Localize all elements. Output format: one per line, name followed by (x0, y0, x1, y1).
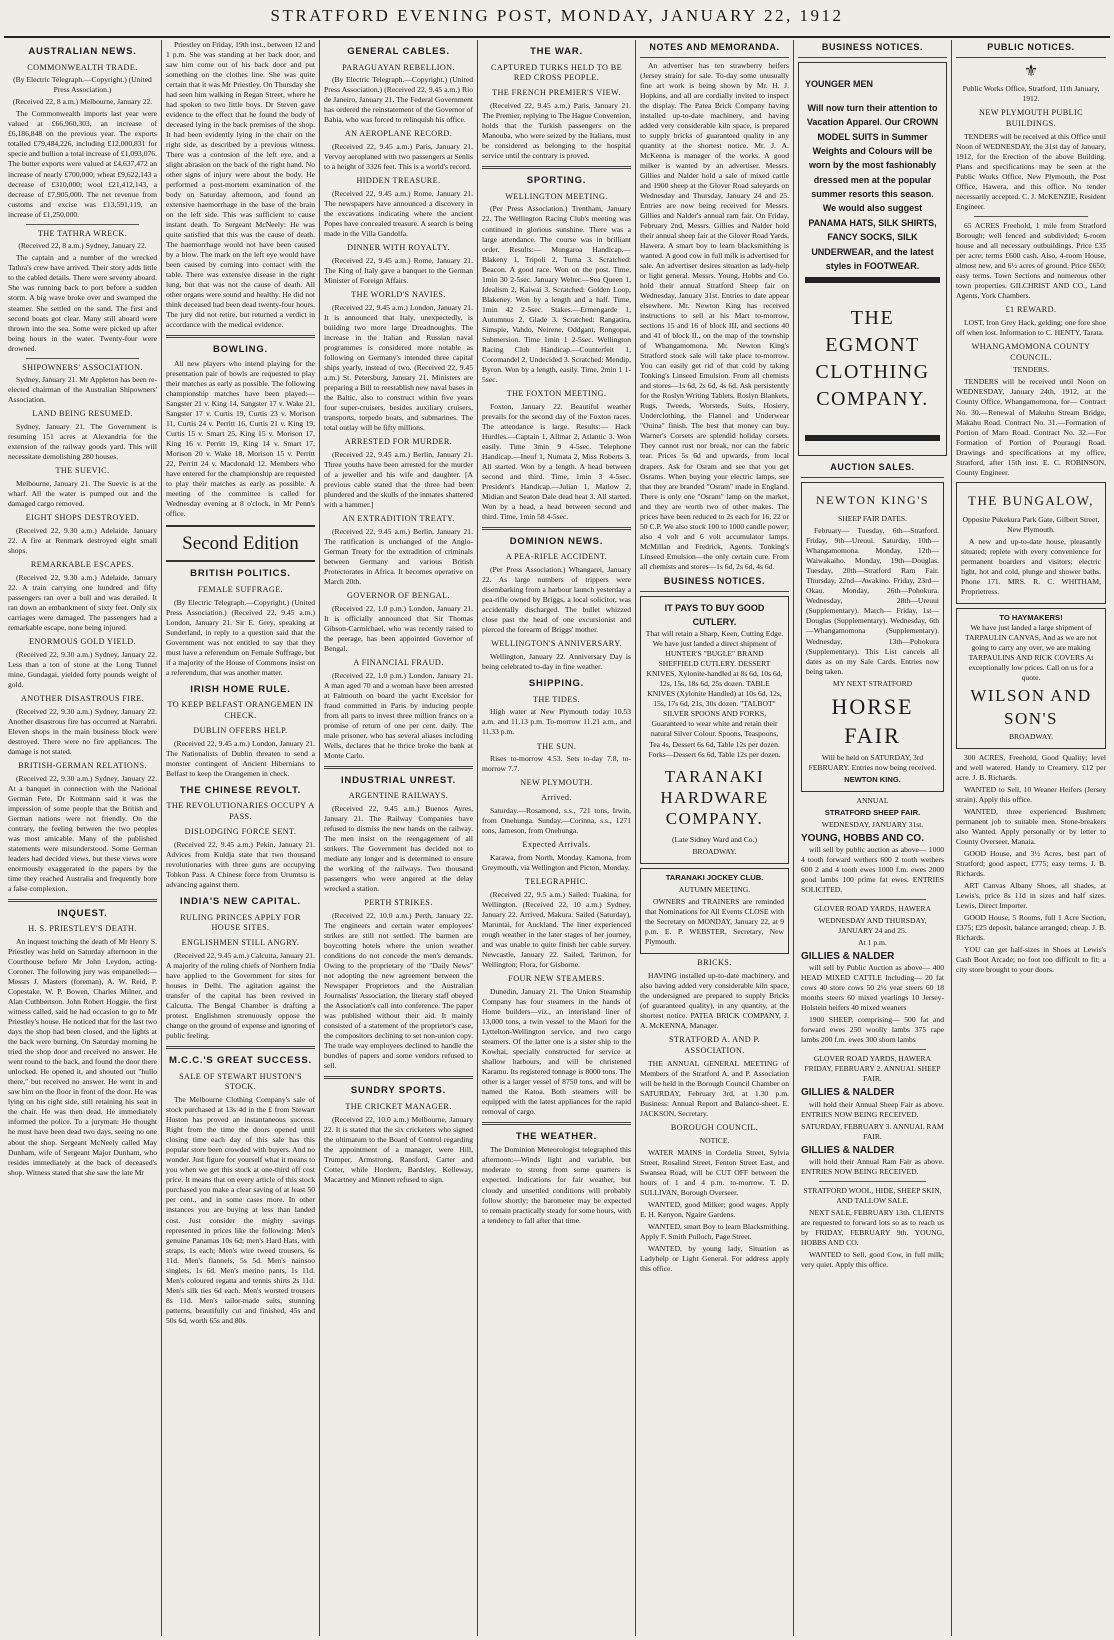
eight-shops-article: (Received 22, 9.30 a.m.) Adelaide, January 22. A fire at Renmark destroyed eight small shops. (8, 526, 157, 556)
tides-article: High water at New Plymouth today 10.53 a.m. and 11.13 p.m. To-morrow 11.21 a.m., and 11.33 p.m. (482, 707, 631, 737)
mcc-heading: M.C.C.'S GREAT SUCCESS. (169, 1055, 312, 1067)
newton-king-title: NEWTON KING'S (815, 493, 930, 508)
divider (482, 1122, 631, 1125)
column-5 (636, 40, 794, 1636)
murder-heading: ARRESTED FOR MURDER. (344, 437, 453, 447)
sporting-heading: SPORTING. (526, 175, 587, 187)
divider (324, 1076, 473, 1079)
weather-article: The Dominion Meteorologist telegraphed this afternoon:—Winds light and variable, but moderate to strong from some quarters is expected. Indications for fair weather, but cloudy and unsettled conditions will probably follow shortly; the barometer may be expected to remain practically steady for some hours, with a tendency to fall after that time. (482, 1145, 631, 1225)
aeroplane-heading: AN AEROPLANE RECORD. (344, 129, 453, 139)
war-subheading: CAPTURED TURKS HELD TO BE RED CROSS PEOPLE. (490, 62, 622, 83)
trade-article: The Commonwealth imports last year were valued at £66,960,303, an increase of £6,186,848 on the previous year. The exports totalled £79,484,226, including £12,000,831 for specie and bullion a total increase of £1,093,076. The butter exports were valued at £4,637,472 an increase of nearly £700,000; wheat £9,622,143 a decrease of £310,000; wool £21,412,143, a decrease of £7,905,000. The net revenue from customs and excise was £13,591,119, an increase of £1,250,000. (8, 109, 157, 219)
tathra-heading: THE TATHRA WRECK. (37, 228, 128, 238)
gillies-nalder-text: will sell by Public Auction as above— 400 HEAD MIXED CATTLE Including— 20 fat cows 40 store cows 50 2½ year steers 60 18 months steers 60 mixed yearlings 10 Jersey-Holstein heifers 40 mixed weaners (801, 963, 944, 1013)
dislodging-heading: DISLODGING FORCE SENT. (184, 827, 297, 837)
tides-heading: THE TIDES. (532, 694, 581, 704)
wool-sale-heading: STRATFORD WOOL, HIDE, SHEEP SKIN, AND TALLOW SALE. (803, 1185, 942, 1205)
wcc-text: TENDERS will be received until Noon on WEDNESDAY, January 24th, 1912, at the County Office, Whangamomona, for— Contract No. 30.—Renewal of Makuhu Stream Bridge, Makahu Road. Contract No. 31.—Formation of Portion of Maro Road. Contract No. 32.—For Formation of Portion of Pouraugi Road. Drawings and specifications at my office, Stratford, after 15th inst. E. C. ROBINSON, County Engineer. (956, 377, 1106, 477)
sun-article: Rises to-morrow 4.53. Sets to-day 7.8, to-morrow 7.7. (482, 754, 631, 774)
angry-heading: ENGLISHMEN STILL ANGRY. (181, 938, 300, 948)
tathra-article: The captain and a number of the wrecked Tathra's crew have arrived. Their story adds little to the cabled details. There were seventy aboard. She was running back to port before a sudden storm. A big wave broke over and swamped the steamer. She settled on the sand. The first and second boats got clear. Many still aboard were thrown into the sea. Some were picked up after being hours in the water. Twenty-four were drowned. (8, 253, 157, 353)
trade-byline: (By Electric Telegraph.—Copyright.) (United Press Association.) (13, 75, 152, 95)
glover-date: WEDNESDAY AND THURSDAY, JANUARY 24 and 25. (818, 916, 927, 936)
steamers-heading: FOUR NEW STEAMERS. (508, 973, 605, 983)
column-1 (4, 40, 162, 1636)
column-7 (952, 40, 1110, 1636)
australian-news-heading: AUSTRALIAN NEWS. (28, 46, 137, 57)
extradition-heading: AN EXTRADITION TREATY. (342, 514, 455, 524)
divider (974, 216, 1088, 217)
vacation-text: Will now turn their attention to Vacation Apparel. Our CROWN MODEL SUITS in Summer Weights and Colours will be worn by the most fashionably dressed men at the popular summer resorts this season. We would also suggest PANAMA HATS, SILK SHIRTS, FANCY SOCKS, SILK UNDERWEAR, and the latest styles in FOOTWEAR. (806, 102, 939, 272)
treasure-article: (Received 22, 9.45 a.m.) Rome, January 21. The newspapers have announced a discovery in the excavations indicating where the ancient Popes have concealed treasure. A search is being made in the Villa Gandolfa. (324, 189, 473, 239)
divider (8, 899, 157, 902)
shipowners-article: Sydney, January 21. Mr Appleton has been re-elected chairman of the Australian Shipowners' Association. (8, 375, 157, 405)
house-ad: GOOD House, and 3½ Acres, best part of Stratford; good aspect, £775; easy terms. J. B. Richards. (956, 849, 1106, 879)
british-german-article: (Received 22, 9.30 a.m.) Sydney, January 22. At a banquet in connection with the National German Fete, Dr Kottmann said it was the impression of some people that the British and German nations were not friendly. On the contrary, the feeling between the two peoples was most amicable. Many of the published statements were misunderstood. Some German leaders had decided views, but these views were enormously exaggerated in the papers by the time they reached Australia and frequently bore a false complexion. (8, 773, 157, 893)
gold-heading: ENORMOUS GOLD YIELD. (28, 637, 137, 647)
sale-heading: SALE OF STEWART HUSTON'S STOCK. (179, 1071, 302, 1092)
sheep-1900-text: 1900 SHEEP, comprising— 500 fat and forward ewes 250 woolly lambs 375 rape lambs 200 f.m. ewes 300 shorn lambs (801, 1015, 944, 1045)
cricket-heading: THE CRICKET MANAGER. (345, 1101, 452, 1111)
bowling-heading: BOWLING. (213, 344, 268, 356)
dinner-heading: DINNER WITH ROYALTY. (347, 243, 450, 253)
perth-article: (Received 22, 10.0 a.m.) Perth, January 22. The engineers and certain water employees' strikes are still not settled. The barmen are boycotting hotels where the union weather conditions do not concede the men's demands. Owing to the proprietary of the "Daily News" not adopting the new agreement between the Newspaper Proprietors and the Australian Journalists' Association, the literary staff obeyed the Association's call into conference. The paper was published without their aid. It mainly consisted of a statement of the proprietor's case, the compositors declining to set non-union copy. The trade way employees declined to handle the bundles of papers and some vendors refused to sell. (324, 911, 473, 1071)
divider (26, 224, 139, 225)
masthead-rule (4, 36, 1110, 38)
notes-heading: NOTES AND MEMORANDA. (640, 40, 789, 58)
newton-king-dates: February— Tuesday, 6th—Stratford. Friday, 9th—Ureuui. Saturday, 10th—Whangamomona. Monday, 12th—Waiwakaiho. Monday, 19th—Douglas. Tuesday, 20th—Stratford Ram Fair. Thursday, 22nd—Awakino. Friday, 23rd—Okau. Monday, 26th—Pohokura. Wednesday, 28th—Ureuui (Supplementary). March— Friday, 1st—Douglas (Supplementary). Wednesday, 6th—Whangamomona (Supplementary). Wednesday, 13th—Pohokura (Supplementary). This List cancels all dates as on my Sale Cards. Entries now being taken. (806, 526, 939, 676)
sundry-heading: SUNDRY SPORTS. (350, 1085, 447, 1097)
ram-fair-text: will hold their Annual Ram Fair as above. ENTRIES NOW BEING RECEIVED. (801, 1156, 944, 1176)
npb-text: TENDERS will be received at this Office until Noon of WEDNESDAY, the 31st day of January, 1912, for the Erection of the above Building. Plans and specifications may be seen at the Public Works Office, New Plymouth, the Post Office, Hawera, and this office. No tender necessarily accepted. C. J. McKENZIE, Resident Engineer. (956, 131, 1106, 211)
india-heading: INDIA'S NEW CAPITAL. (180, 895, 301, 907)
newton-king-ad (801, 482, 944, 791)
pwo-line: Public Works Office, Stratford, 11th January, 1912. (962, 83, 1100, 103)
gold-article: (Received 22, 9.30 a.m.) Sydney, January 22. Less than a ton of stone at the Long Tunnel mine, Gundagai, yielded forty pounds weight of gold. (8, 649, 157, 689)
eight-shops-heading: EIGHT SHOPS DESTROYED. (25, 513, 140, 523)
newton-king-signature: NEWTON KING. (844, 774, 901, 784)
paraguay-article: (By Electric Telegraph.—Copyright.) (United Press Association.) (Received 22, 9.45 a.m.) Rio de Janeiro, January 21. The Federal Government has ordered the reinstatement of the Governor of Bahia, who was forced to relinquish his office. (324, 75, 473, 125)
taranaki-place: BROADWAY. (692, 847, 737, 857)
bengal-heading: GOVERNOR OF BENGAL. (347, 590, 450, 600)
shoes-ad: YOU can get half-sizes in Shoes at Lewis's Cash Boot Arcade; no foot too difficult to fit; a city store brought to your doors. (956, 945, 1106, 975)
haymakers-text: We have just landed a large shipment of TARPAULIN CANVAS, And as we are not going to carry any over, we are making TARPAULINS AND RICK COVERS At exceptionally low prices. Call on us for a quote. (964, 623, 1098, 683)
orangemen-heading: TO KEEP BELFAST ORANGEMEN IN CHECK. (167, 700, 314, 721)
wilson-title: WILSON AND SON'S (970, 686, 1092, 728)
inquest-heading: INQUEST. (57, 907, 108, 919)
shipowners-heading: SHIPOWNERS' ASSOCIATION. (22, 362, 143, 372)
cricket-article: (Received 22, 10.0 a.m.) Melbourne, January 22. It is stated that the six cricketers who signed the ultimatum to the Board of Control regarding the appointment of a manager, were Hill, Trumper, Armstrong, Ransford, Carter and Cotter, while Hordern, Bardsley, Kelleway, Macartney and Minnett refused to sign. (324, 1114, 473, 1184)
sun-heading: THE SUN. (536, 741, 577, 751)
extradition-article: (Received 22, 9.45 a.m.) Berlin, January 21. The ratification is unchanged of the Anglo-German Treaty for the extradition of criminals between Germany and various British Protectorates in Africa. It becomes operative on March 20th. (324, 526, 473, 586)
general-cables-heading: GENERAL CABLES. (347, 46, 450, 57)
escapes-article: (Received 22, 9.30 a.m.) Adelaide, January 22. A train carrying one hundred and fifty passengers ran over a bull and was derailed. It ran down an embankment of sixty feet. Only six carriages were damaged. The passengers had a remarkable escape, none being injured. (8, 572, 157, 632)
gillies-nalder-name: GILLIES & NALDER (801, 1087, 895, 1099)
inquest-subheading: H. S. PRIESTLEY'S DEATH. (28, 924, 137, 934)
bricks-text: HAVING installed up-to-date machinery, and also having added very considerable kiln space, the undersigned are prepared to supply Bricks (of guaranteed quality), in any quantity, at the shortest notice. PATEA BRICK COMPANY, J. A. McKENNA, Manager. (640, 971, 789, 1031)
fraud-article: (Received 22, 1.0 p.m.) London, January 21. A man aged 70 and a woman have been arrested at Falmouth on board the yacht Excelsior for fraud committed in Paris by inducing people from all parts to invest three million francs on a promise of return of one per cent. daily. The male prisoner, who has several aliases including Wells, declares that he thrice broke the bank at Monte Carlo. (324, 670, 473, 760)
taranaki-sub: (Late Sidney Ward and Co.) (671, 835, 758, 845)
wanted-ad: WANTED, three experienced Bushmen; permanent job to suitable men. Stone-breakers also Wanted. Apply personally or by letter to County Overseer, Manaia. (956, 807, 1106, 847)
apa-text: THE ANNUAL GENERAL MEETING of Members of the Stratford A. and P. Association will be held in the Borough Council Chamber on SATURDAY, February 3rd, at 1.30 p.m. Business: Annual Report and Balance-sheet. E. JACKSON, Secretary. (640, 1059, 789, 1119)
dislodging-article: (Received 22, 9.45 a.m.) Pekin, January 21. Advices from Kuldja state that two thousand revolutionaries with three guns are occupying Tohkon Pass. A Chinese force from Urumtsu is advancing against them. (166, 839, 315, 889)
business-notices-heading: BUSINESS NOTICES. (798, 40, 947, 58)
fire-heading: ANOTHER DISASTROUS FIRE. (20, 693, 145, 703)
cutlery-text: That will retain a Sharp, Keen, Cutting Edge. We have just landed a direct shipment of HUNTER'S "BUGLE" BRAND SHEFFIELD CUTLERY. DESSERT KNIVES, Xylonite-handled at 8s 6d, 10s 6d, 12s, 15s, 18s 6d, 25s dozen. TABLE KNIVES (Xylonite Handled) at 10s 6d, 12s, 15s, 17s 6d, 21s, 30s dozen. "TALBOT" SILVER SPOONS AND FORKS, Guaranteed to wear white and retain their natural Silver Colour. Spoons, Teaspoons, Tea 4s, Dessert 6s 6d, Table 12s per dozen. Forks—Dessert 6s 6d, Table 12s per dozen. (645, 629, 784, 759)
gillies-nalder-name: GILLIES & NALDER (801, 1144, 895, 1156)
divider (819, 1181, 926, 1182)
haymakers-heading: TO HAYMAKERS! (999, 612, 1063, 622)
column-3 (320, 40, 478, 1636)
egmont-clothing-ad (798, 62, 947, 457)
glover-heading: GLOVER ROAD YARDS, HAWERA (813, 904, 932, 913)
egmont-title: THE EGMONT CLOTHING COMPANY. (815, 307, 930, 411)
paper-name: STRATFORD EVENING POST, (270, 6, 554, 25)
inquest-article: An inquest touching the death of Mr Henry S. Priestley was held on Saturday afternoon in the Courthouse before Mr John Leydon, acting-Coroner. The following jury was empanelled:—Messrs J. Masters (foreman), A. W. Reid, P. Copestake, W. P. Bowen, Charles Milner, and Alan Cuthbertson. John Robert Hoggie, the first witness called, said he had occasion to go to Mr Priestley's house. He noticed that for the last two days the shop had been closed, and the lights at the back were burning. On Saturday morning he tried the shop door and received no answer. He went round to the back, and found the door there unlocked. He opened it, and shouted out "hullo there," but received no answer. He went in and saw him on the floor in front of the door. He was lying on his right side, still retaining his seat in the chair. He was then dead. He immediately informed the police. To a juryman: He thought he must have been dead two days, seeing no one about the shop. Sergeant McNeely called May Dunham, wife of Sergeant Major Dunham, who resides immediately at the back of deceased's shop. Witness stated that she saw the late Mr (8, 937, 157, 1177)
borough-text: WATER MAINS in Cordelia Street, Sylvia Street, Rosalind Street, Fenton Street East, and Swansea Road, will be CUT OFF between the hours of 1 and 4 p.m. to-morrow. T. D. SULLIVAN, Borough Overseer. (640, 1147, 789, 1197)
bungalow-sub: Opposite Pukekura Park Gate, Gilbert Street, New Plymouth. (962, 514, 1100, 534)
wanted-ad: WANTED, smart Boy to learn Blacksmithing. Apply F. Smith Pulloch, Page Street. (640, 1222, 789, 1242)
escapes-heading: REMARKABLE ESCAPES. (30, 560, 135, 570)
divider (819, 1049, 926, 1050)
divider (166, 1046, 315, 1049)
art-canvas-ad: ART Canvas Albany Shoes, all shades, at Lewis's, price 8s 11d in sizes and half sizes. Lewis, Direct Importer. (956, 881, 1106, 911)
coat-of-arms-icon: ⚜ (1023, 62, 1039, 80)
premier-heading: THE FRENCH PREMIER'S VIEW. (492, 88, 621, 98)
divider (805, 277, 940, 283)
cutlery-heading: IT PAYS TO BUY GOOD CUTLERY. (664, 602, 765, 627)
rifle-article: (Per Press Association.) Whangarei, January 22. As large numbers of trippers were disembarking from a harbour launch yesterday a pea-rifle owned by Briggs, a local solicitor, was accidentally discharged. The bullet whizzed close past the head of one excursionist and pierced the forearm of Briggs' mother. (482, 565, 631, 635)
younger-men: YOUNGER MEN (805, 78, 874, 89)
murder-article: (Received 22, 9.45 a.m.) Berlin, January 21. Three youths have been arrested for the murder of a jeweller and his wife and daughter. [A previous cable stated that the three had been plundered and the skulls of the inmates shattered with a hammer.] (324, 449, 473, 510)
arrived-article: Saturday.—Rosamond, s.s., 721 tons, Irwin, from Onehunga. Sunday.—Corinna, s.s., 1271 tons, Jameson, from Onehunga. (482, 806, 631, 836)
divider (819, 899, 926, 900)
rifle-heading: A PEA-RIFLE ACCIDENT. (505, 552, 608, 562)
business-notices-heading: BUSINESS NOTICES. (640, 574, 789, 592)
borough-sub: NOTICE. (699, 1135, 730, 1145)
angry-article: (Received 22, 9.45 a.m.) Calcutta, January 21. A majority of the ruling chiefs of Northern India have applied to the Government for sites for houses in Delhi. The agitation against the transfer of the capital has been revived in Calcutta. The Bengal Chamber is drafting a protest. Englishmen strenuously oppose the change on the ground of expense and ignoring of public feeling. (166, 950, 315, 1041)
war-heading: THE WAR. (530, 46, 583, 57)
premier-article: (Received 22, 9.45 a.m.) Paris, January 21. The Premier, replying to The Hague Convention, holds that the Turkish passengers on the Manouba, who were seized by the Italians, must be considered as belonging to the hospital service until the contrary is proved. (482, 101, 631, 161)
haymakers-ad (956, 608, 1106, 749)
column-4 (478, 40, 636, 1636)
cow-ad: WANTED to Sell, good Cow, in full milk; very quiet. Apply this office. (801, 1249, 944, 1269)
auction-heading: AUCTION SALES. (801, 460, 944, 478)
telegraphic-article: (Received 22, 9.5 a.m.) Sailed: Tuakina, for Wellington. (Received 22, 10 a.m.) Sydney, January 22. Arrived, Makura. Sailed (Saturday), Maruntai, for Auckland. The liner experienced rough weather in the later stages of her journey, and was unable to quite finish her cable survey. Newcastle, January 22. Sailed, Tarimon, for Wellington; Flora, for Gisborne. (482, 889, 631, 969)
irish-heading: IRISH HOME RULE. (190, 683, 291, 695)
columns (4, 40, 1110, 1636)
wilson-place: BROADWAY. (1008, 731, 1054, 741)
tathra-received: (Received 22, 8 a.m.) Sydney, January 22. (18, 241, 147, 251)
politics-heading: BRITISH POLITICS. (190, 568, 291, 580)
suevic-article: Melbourne, January 21. The Suevic is at the wharf. All the water is pumped out and the damaged cargo removed. (8, 479, 157, 509)
bungalow-ad (956, 482, 1106, 604)
anniversary-article: Wellington, January 22. Anniversary Day is being celebrated to-day in fine weather. (482, 652, 631, 672)
foxton-heading: THE FOXTON MEETING. (506, 388, 607, 398)
gillies-nalder-text: will hold their Annual Sheep Fair as above. ENTRIES NOW BEING RECEIVED. (801, 1099, 944, 1119)
treasure-heading: HIDDEN TREASURE. (356, 176, 441, 186)
sheep-fair-heading: STRATFORD SHEEP FAIR. (824, 807, 921, 817)
bricks-heading: BRICKS. (697, 958, 732, 968)
annual-label: ANNUAL (856, 795, 889, 805)
column-6 (794, 40, 952, 1636)
horse-fair-title: HORSE FAIR (831, 693, 914, 748)
divider (166, 335, 315, 338)
foxton-article: Foxton, January 22. Beautiful weather prevails for the second day of the Foxton races. The attendance is large. Results:— Hack Hurdles.—Captain 1, Allmar 2, Atlantic 3. Won easily. Time 3min 9 4-5sec. Telephone Handicap.—Ineuf 1, Numata 2, Miss Roberts 3. All started. Won by a length. A head between second and third. Time, 1min 3 4-5sec. President's Handicap.—Julian 1, Matlow 2, Midian and Seaton Dale dead heat 3. All started. Won by a head, a head between second and third. Time, 1min 58 4-5sec. (482, 401, 631, 521)
anniversary-heading: WELLINGTON'S ANNIVERSARY. (491, 639, 622, 649)
expected-heading: Expected Arrivals. (522, 840, 591, 850)
aeroplane-article: (Received 22, 9.45 a.m.) Paris, January 21. Vervoy aeroplaned with two passengers at Senlis to a height of 3326 feet. This is a world's record. (324, 142, 473, 172)
acres-ad: 65 ACRES Freehold, 1 mile from Stratford Borough; well fenced and subdivided; 6-room house and all necessary outbuildings. Price £35 per acre; terms £600 cash. Also, 4-room House, almost new, and 6½ acres of ground. Price £650; easy terms. Town Sections and numerous other town properties. GILCHRIST AND CO., Land Agents, York Chambers. (956, 220, 1106, 300)
sheep-fair-date: WEDNESDAY, JANUARY 31st. (821, 819, 924, 829)
dominion-heading: DOMINION NEWS. (509, 535, 604, 547)
glover2-heading: GLOVER ROAD YARDS, HAWERA FRIDAY, FEBRUARY 2. ANNUAL SHEEP FAIR. (804, 1054, 941, 1084)
dinner-article: (Received 22, 9.45 a.m.) Rome, January 21. The King of Italy gave a banquet to the German Minister of Foreign Affairs. (324, 256, 473, 286)
land-heading: LAND BEING RESUMED. (32, 409, 133, 419)
land-article: Sydney, January 21. The Government is resuming 151 acres at Alexandria for the extension of the railway goods yard. This will necessitate demolishing 280 houses. (8, 422, 157, 462)
divider (805, 435, 940, 441)
wool-sale-text: NEXT SALE, FEBRUARY 13th. CLIENTS are requested to forward lots so as to reach us by FRIDAY, FEBRUARY 9th. YOUNG, HOBBS AND CO. (801, 1207, 945, 1247)
telegraphic-heading: TELEGRAPHIC. (525, 876, 588, 886)
argentine-article: (Received 22, 9.45 a.m.) Buenos Ayres, January 21. The Railway Companies have refused to dismiss the new hands on the railway. The men insist on the reengagement of all strikers. The Government has decided not to mediate any longer and is determined to ensure the working of the railways. Two thousand passengers who were angered at the delay wrecked a station. (324, 804, 473, 894)
bungalow-text: A new and up-to-date house, pleasantly situated; replete with every convenience for permanent boarders and visitors; electric light, hot and cold, plunge and shower baths. Phone 171. MRS. R. C. WHITHAM, Proprietress. (961, 536, 1101, 596)
gillies-nalder-name: GILLIES & NALDER (801, 951, 895, 963)
bowling-article: All new players who intend playing for the presentation pair of bowls are requested to play their matches as early as possible. The following championship matches have been played:—Sangster 21 v. King 14, Sangster 17 v. Wake 21, Sangster 17 v. Curtis 19, Curtis 23 v. Morison 11, Curtis 24 v. Perritt 16, Curtis 21 v. King 19, Curtis 15 v. Smart 25, King 15 v. Morison 17, King 16 v. Perritt 19, King 14 v. Smart 17, Morison 20 v. Wake 18, Morison 15 v. Perritt 22, Perritt 24 v. Macdonald 12. Members who have entered for the championship are requested to play their matches as early as possible. A meeting of the committee is called for Wednesday evening at 8 o'clock, in Mr Penn's office. (166, 358, 315, 519)
wellington-meeting-heading: WELLINGTON MEETING. (505, 191, 608, 201)
female-suffrage-heading: FEMALE SUFFRAGE. (197, 584, 284, 594)
jockey-club-ad (640, 868, 789, 954)
fire-article: (Received 22, 9.30 a.m.) Sydney, January 22. Another disastrous fire has occurred at Narrabri. Eleven shops in the main business block were destroyed. There were no fire appliances. The damage is not stated. (8, 706, 157, 756)
column-2 (162, 40, 320, 1636)
bungalow-title: THE BUNGALOW, (968, 492, 1094, 508)
chinese-heading: THE CHINESE REVOLT. (179, 784, 302, 796)
borough-heading: BOROUGH COUNCIL. (670, 1123, 759, 1133)
sale-article: The Melbourne Clothing Company's sale of stock purchased at 13s 4d in the £ from Stewart Huston has proved an instantaneous success. Right from the time the doors opened until closing time each day of this sale has this popular store been crowded with buyers. And no wonder. Just figure for yourself what it means to you when we get this stock at one-third off cost price. It means that on every article of this stock purchased you make a clear saving of at least 50 per cent., and in some cases more. In other instances you are buying at less than landed cost. Just consider the mighty savings represented in prices like the following: Men's genuine Panamas 10s 6d; men's Hard Hats, with straps, 1s each; Men's wire tweed trousers, 6s 11d. Men's flannels, 5s 5d. Men's nainsoo singlets, 1s 6d. Men's merino pants, 1s 11d. Men's coloured regatta and tennis shirts 2s 11d. Men's silk ties 6d each. Men's worsted trousers 8s 11d. Men's tailor-made suits, stunning patterns, beautifully cut and finished, 45s and 50s 6d, worth 65s and 80s. (166, 1095, 315, 1325)
navies-article: (Received 22, 9.45 a.m.) London, January 21. It is announced that Italy, unexpectedly, is building two more large Dreadnoughts. The increase in the Italian and Russian naval programmes is considered more notable as following on Germany's intended three capital ships yearly, instead of two. (Received 22, 9.45 a.m.) St. Petersburg, January 21. Ministers are preparing a Bill to reestablish new naval bases in the Baltic, also to construct within five years four super-cruisers, besides auxiliary cruisers, transports, torpedo boats, and submarines. The total outlay will be fifty millions. (324, 302, 473, 433)
expected-article: Karawa, from North, Monday. Kamona, from Greymouth, via Wellington and Picton, Monday. (482, 852, 631, 872)
young-hobbs-name: YOUNG, HOBBS AND CO. (801, 832, 924, 844)
fraud-heading: A FINANCIAL FRAUD. (353, 657, 444, 667)
dublin-heading: DUBLIN OFFERS HELP. (193, 725, 288, 735)
arrived-heading: Arrived. (541, 793, 572, 803)
british-german-heading: BRITISH-GERMAN RELATIONS. (18, 760, 147, 770)
trade-heading: COMMONWEALTH TRADE. (27, 62, 138, 72)
wellington-meeting-article: (Per Press Association.) Trentham, January 22. The Wellington Racing Club's meeting was continued in glorious sunshine. There was a large attendance. The course was in brilliant order. Results:— Mungaroa Handicap.—Blakeny 1, Tripoli 2, Turna 3. Scratched: Beacon. A good race. Won on the post. Time, 1min 30 2-5sec. January Welter.—Sea Queen 1, Idealism 2, Kaiwai 3. Scratched: Golden Loop, Blakeney. Won by a length and a half. Time, 1min 42 2-5sec. Stakes.—Ermengarde 1, Autumnus 2, Glade 3. Scratched: Rangatira, Simspie, Vahdo, Neirene, Oddgant, Rongopai, Submersion. Time 1min 1 2-5sec. Wellington Racing Club Handicap.—Counterfeit 1, Coromandel 2, Undecided 3. Scratched: Mendip, Byron. Won by a length, easily. Time, 2min 1 1-5sec. (482, 204, 631, 384)
argentine-heading: ARGENTINE RAILWAYS. (348, 791, 449, 801)
house-ad: GOOD House, 5 Rooms, full 1 Acre Section, £375; £25 deposit, balance arranged; cheap. J. B. Richards. (956, 913, 1106, 943)
new-plymouth-heading: NEW PLYMOUTH. (520, 778, 593, 788)
tenders-heading: TENDERS. (1012, 365, 1050, 375)
weather-heading: THE WEATHER. (515, 1130, 598, 1142)
newton-king-sub: SHEEP FAIR DATES. (838, 514, 907, 524)
wanted-ad: WANTED, by young lady, Situation as Ladyhelp or Light General. For address apply this office. (640, 1244, 789, 1274)
wcc-heading: WHANGAMOMONA COUNTY COUNCIL. (971, 341, 1091, 362)
divider (482, 527, 631, 530)
jockey-sub: AUTUMN MEETING. (678, 885, 751, 895)
public-notices-heading: PUBLIC NOTICES. (956, 40, 1106, 58)
paraguay-heading: PARAGUAYAN REBELLION. (342, 62, 455, 72)
divider (482, 166, 631, 169)
bengal-article: (Received 22, 1.0 p.m.) London, January 21. It is officially announced that Sir Thomas Gibson-Carmichael, who was recently raised to the peerage, has been appointed Governor of Bengal. (324, 603, 473, 653)
dublin-article: (Received 22, 9.45 a.m.) London, January 21. The Nationalists of Dublin threaten to send a monster contingent of Ancient Hibernians to Belfast to keep the Orangemen in check. (166, 738, 315, 778)
cutlery-ad (640, 596, 789, 865)
navies-heading: THE WORLD'S NAVIES. (351, 290, 446, 300)
inquest-continued: Priestley on Friday, 19th inst., between 12 and 1 p.m. She was standing at her back door, and saw him come out of his back door and put something on the clothes line. She was quite certain that it was Mr Priestley. On Thursday she had seen him walking in Regan Street, where he had spoken to two little boys. Dr Steven gave evidence to the effect that he found the body of deceased lying in the back premises of the shop. It had been evidently lying in the chair on the right side, as described by a previous witness. There was a contusion of the left eye, and a slight abrasion on the back of the right hand. No other signs of injury were about the body. He performed a post-mortem examination of the body on Saturday afternoon, and found an extensive haemorrhage in the base of the brain on the left side. This was sufficient to cause instant death. To Sergeant McNeely: He was quite satisfied that this was the cause of death. The haemorrhage would not have been caused by a blow. The mark on the left eye would have been caused by coming into contact with the table. There was extensive disease in the right lung, but that was not the cause of death. All other organs were sound and healthy. He did not think deceased had been dead twenty-four hours. The jury did not retire, but returned a verdict in accordance with the medical evidence. (166, 40, 315, 330)
perth-heading: PERTH STRIKES. (364, 898, 433, 908)
wanted-ad: WANTED to Sell, 10 Weaner Heifers (Jersey strain). Apply this office. (956, 785, 1106, 805)
issue-date: MONDAY, JANUARY 22, 1912 (560, 6, 844, 25)
steamers-article: Dunedin, January 21. The Union Steamship Company has four steamers in the hands of Home builders—viz., an interisland liner of 13,000 tons, a twin vessel to the Maori for the Lyttelton-Wellington service, and two cargo steamers. Of the latter one is a sister ship to the Kowhai, specially constructed for service at shallow harbours, and will be christened Karamu. Its registered tonnage is 8000 tons. The other is a larger vessel of 8750 tons, and will be named the Katoa. Both steamers will be equipped with the latest appliances for the rapid removal of cargo. (482, 986, 631, 1116)
trade-received: (Received 22, 8 a.m.) Melbourne, January 22. (12, 97, 153, 107)
auction-sales (798, 460, 947, 1272)
wanted-ad: WANTED, good Milker; good wages. Apply E. H. Kenyon, Ngaire Gardens. (640, 1200, 789, 1220)
divider (26, 358, 139, 359)
chinese-subheading: THE REVOLUTIONARIES OCCUPY A PASS. (166, 801, 315, 822)
india-subheading: RULING PRINCES APPLY FOR HOUSE SITES. (180, 912, 301, 933)
apa-heading: STRATFORD A. AND P. ASSOCIATION. (668, 1035, 761, 1056)
horse-pre: MY NEXT STRATFORD (832, 678, 913, 688)
young-hobbs-text: will sell by public auction as above— 1000 4 tooth forward wethers 600 2 tooth wethers 600 2 and 4 tooth ewes 1000 f.m. ewes 2000 good lambs 100 prime fat ewes. ENTRIES SOLICITED. (801, 844, 944, 894)
divider (324, 766, 473, 769)
jockey-text: OWNERS and TRAINERS are reminded that Nominations for All Events CLOSE with the Secretary on MONDAY, January 22, at 9 p.m. E. P. WEBSTER, Secretary, New Plymouth. (645, 897, 784, 947)
reward-heading: £1 REWARD. (1005, 304, 1057, 314)
reward-text: LOST, Iron Grey Hack, gelding; one fore shoe off when lost. Information to C. HENTY, Tarata. (956, 317, 1106, 337)
glover-time: At 1 p.m. (858, 938, 887, 948)
unrest-heading: INDUSTRIAL UNREST. (340, 774, 457, 786)
female-suffrage-article: (By Electric Telegraph.—Copyright.) (United Press Association.) (Received 22, 9.45 a.m.) London, January 21. Sir E. Grey, speaking at Sunderland, in reply to a question said that the Government was not entitled to say that they must have a referendum on Female Suffrage, but if a majority of the House of Commons insist on a referendum, that was another matter. (166, 597, 315, 677)
taranaki-hardware-title: TARANAKI HARDWARE COMPANY. (660, 766, 769, 829)
auction-public-split (798, 460, 947, 1272)
shipping-heading: SHIPPING. (528, 678, 585, 690)
notes-article: An advertiser has ten strawberry heifers (Jersey strain) for sale. To-day some unusually fine art work is being shown by Mr. H. J. Hopkins, and all are cordially invited to inspect the display. The Patea Brick Company having installed up-to-date machinery, and having added very considerable kiln space, is prepared to supply bricks of guaranteed quality in any quantity at the shortest notice. Mr. J. A. McKenna is manager of the works. A good milker is wanted by an advertiser. Messrs. Gillies and Nalder hold a sale of mixed cattle and 1900 sheep at the Glover Road saleyards on Wednesday and Thursday, January 24 and 25. Entries are now being received for Messrs. Gillies and Nalder's annual ram fair. On Friday, February 2nd, Messrs. Gillies and Nalder hold their annual sheep fair at the Glover Road Yards, Hawera. A smart boy to learn blacksmithing is wanted. A good cow in full milk is advertised for sale. An advertiser desires situation as lady-help or light general. Messrs. Young, Hobbs and Co. hold their annual Stratford Sheep fair on Wednesday, January 31st. Entries to date appear elsewhere. Mr. Newton King has received instructions to sell at his Mart to-morrow, sections 15 and 16 of block III, and sections 40 and 41 of block II., on the map of the township of Whangamomona. Mr. Newton King's Stratford stock sale will take place to-morrow. You can easily get rid of that cold by taking Tonking's Linseed Emulsion. From all chemists and stores—1s 6d, 2s 6d, 4s 6d. Ask persistently for the Roslyn Writing Tablets. Roslyn Blankets, Rugs, Tweeds, Worsteds, Suits, Hosiery, Underclothing, the Flannel and Underwear "Ouina" finish. The best that money can buy. Warner's Corsets are splendid holiday corsets. They cannot rust nor break, nor can the fabric tear. Prices 5s 6d and upwards, from local drapers. Ask for Osram and see that you get Osrams. When buying your electric lamps, see that they are branded "Osram" made in England. There is only one "Osram" lamp on the market, and they are worth two of other makes. The prices have been reduced to 2s each for 16, 22 or 50 C.P. We also stock 100 to 1000 candle power; also 4 volt and 6 volt accumulator lamps. McMillan and Fredrick, Agents. Tonking's Linseed Emulsion—the only certain cure. From all chemists and stores—1s 6d, 2s 6d, 4s 6d. (640, 60, 789, 571)
second-edition-banner: Second Edition (166, 525, 315, 562)
jockey-heading: TARANAKI JOCKEY CLUB. (665, 873, 764, 883)
suevic-heading: THE SUEVIC. (55, 466, 110, 476)
acres-300-ad: 300 ACRES, Freehold, Good Quality; level and well watered. Handy to Creamery. £12 per acre. J. B. Richards. (956, 752, 1106, 783)
ram-fair-heading: SATURDAY, FEBRUARY 3. ANNUAL RAM FAIR. (801, 1121, 944, 1141)
npb-heading: NEW PLYMOUTH PUBLIC BUILDINGS. (979, 108, 1083, 128)
masthead (0, 6, 1114, 36)
horse-fair-text: Will be held on SATURDAY, 3rd FEBRUARY. Entries now being received. (808, 752, 937, 772)
